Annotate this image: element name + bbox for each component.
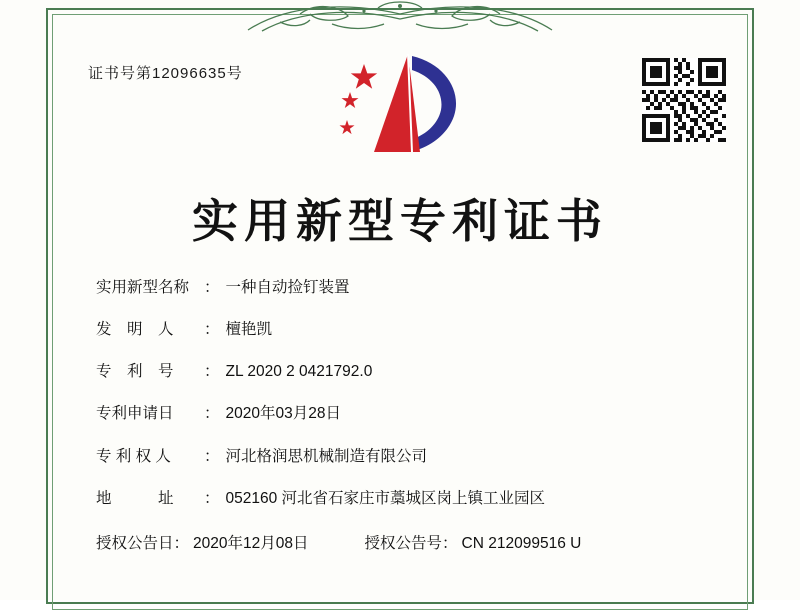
- field-label-inventor: 发 明 人: [96, 321, 174, 339]
- field-colon-2: ：: [204, 363, 220, 381]
- field-colon-1: ：: [204, 321, 220, 339]
- field-value-patentee: 河北格润思机械制造有限公司: [225, 447, 428, 465]
- field-label-grant-date: 授权公告日: [96, 534, 174, 552]
- field-colon-grant-date: ：: [173, 534, 190, 552]
- page-title: 实用新型专利证书: [192, 194, 608, 248]
- field-value-inventor: 檀艳凯: [225, 321, 273, 339]
- field-label-patentee: 专 利 权 人: [96, 447, 171, 465]
- field-value-address: 052160 河北省石家庄市藁城区岗上镇工业园区: [225, 489, 546, 507]
- field-value-patent-number: ZL 2020 2 0421792.0: [225, 363, 373, 381]
- ornamental-scroll-decoration: [48, 0, 752, 34]
- field-colon-0: ：: [204, 279, 220, 296]
- field-colon-3: ：: [204, 405, 220, 423]
- certificate-fields: [96, 278, 720, 553]
- field-value-utility-model-name: 一种自动捡钉装置: [225, 279, 350, 296]
- field-row-patent-number: [96, 362, 720, 382]
- field-label-patent-number: 专 利 号: [96, 363, 174, 381]
- certificate-number: 证书号第12096635号: [88, 65, 243, 82]
- qr-code-icon: [642, 58, 726, 142]
- field-colon-grant-number: ：: [442, 534, 458, 552]
- field-label-address: 地 址: [96, 489, 174, 507]
- field-value-application-date: 2020年03月28日: [225, 405, 341, 423]
- field-label-utility-model-name: 实用新型名称: [96, 279, 190, 296]
- field-label-application-date: 专利申请日: [96, 405, 174, 423]
- field-value-grant-date: 2020年12月08日: [193, 534, 309, 552]
- grant-announcement-number-group: [365, 531, 582, 553]
- field-row-application-date: [96, 404, 720, 424]
- field-row-grant-announcement: [96, 531, 720, 553]
- field-colon-5: ：: [204, 489, 220, 507]
- field-row-inventor: [96, 320, 720, 340]
- field-row-patentee: [96, 447, 720, 467]
- field-row-address: [96, 489, 720, 509]
- field-value-grant-number: CN 212099516 U: [461, 534, 582, 552]
- grant-announcement-date-group: [96, 531, 309, 553]
- cnipa-logo-icon: [334, 48, 474, 166]
- field-label-grant-number: 授权公告号: [364, 534, 443, 552]
- field-row-utility-model-name: [96, 278, 720, 298]
- field-colon-4: ：: [204, 447, 220, 465]
